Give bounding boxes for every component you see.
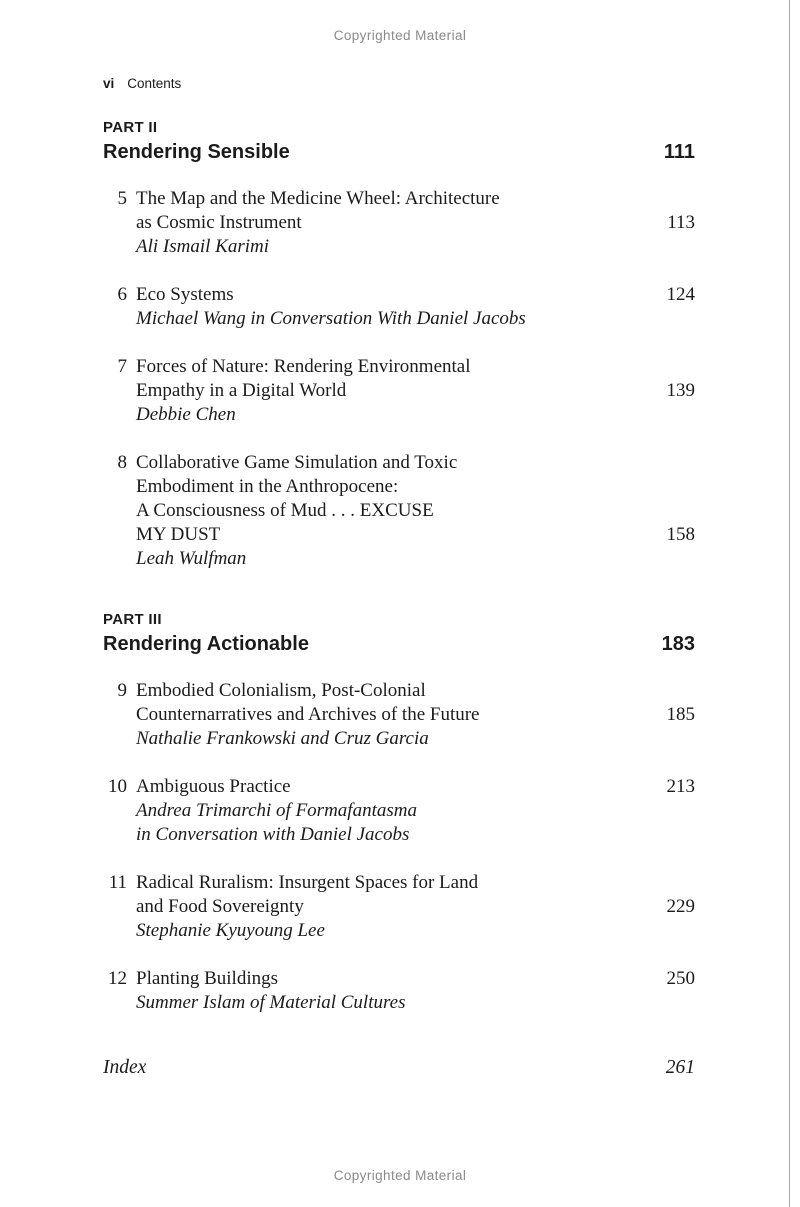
entry-author-line xyxy=(103,799,695,823)
entry-author-line xyxy=(103,547,695,571)
chapter-number: 11 xyxy=(108,872,127,893)
toc-entry-8 xyxy=(103,451,695,571)
chapter-page-number: 250 xyxy=(666,968,695,989)
part-title-row xyxy=(103,140,695,165)
entry-title-line xyxy=(103,211,695,235)
chapter-title: Eco Systems xyxy=(136,284,234,305)
entry-author-line xyxy=(103,991,695,1015)
entry-title-line xyxy=(103,475,695,499)
chapter-title: Ambiguous Practice xyxy=(136,776,291,797)
chapter-title: and Food Sovereignty xyxy=(136,896,304,917)
chapter-author: Debbie Chen xyxy=(136,404,236,425)
running-header-title: Contents xyxy=(127,76,182,91)
chapter-title: Embodiment in the Anthropocene: xyxy=(136,476,399,497)
part-title-row xyxy=(103,632,695,657)
index-label: Index xyxy=(103,1057,147,1078)
toc-entry-6 xyxy=(103,283,695,331)
chapter-title: Radical Ruralism: Insurgent Spaces for Land xyxy=(136,872,479,893)
chapter-author: Leah Wulfman xyxy=(136,548,247,569)
entry-author-line xyxy=(103,919,695,943)
chapter-page-number: 185 xyxy=(666,704,695,725)
entry-title-line xyxy=(103,523,695,547)
copyright-notice-top: Copyrighted Material xyxy=(333,28,467,43)
chapter-author: in Conversation with Daniel Jacobs xyxy=(136,824,410,845)
chapter-title: as Cosmic Instrument xyxy=(136,212,302,233)
chapter-page-number: 124 xyxy=(666,284,695,305)
chapter-page-number: 158 xyxy=(666,524,695,545)
entry-author-line xyxy=(103,307,695,331)
chapter-number: 8 xyxy=(117,452,127,473)
chapter-title: The Map and the Medicine Wheel: Architecture xyxy=(136,188,500,209)
entry-author-line xyxy=(103,235,695,259)
part-page-number: 111 xyxy=(663,141,695,163)
toc-entry-9 xyxy=(103,679,695,751)
chapter-author: Andrea Trimarchi of Formafantasma xyxy=(136,800,417,821)
toc-entry-11 xyxy=(103,871,695,943)
part-title: Rendering Actionable xyxy=(103,633,309,655)
chapter-author: Ali Ismail Karimi xyxy=(136,236,270,257)
chapter-page-number: 213 xyxy=(666,776,695,797)
chapter-author: Summer Islam of Material Cultures xyxy=(136,992,406,1013)
entry-title-line xyxy=(103,775,695,799)
chapter-number: 7 xyxy=(117,356,127,377)
chapter-number: 6 xyxy=(117,284,127,305)
part-label: PART II xyxy=(103,119,158,136)
index-page-number: 261 xyxy=(665,1057,695,1078)
chapter-number: 9 xyxy=(117,680,127,701)
part-page-number: 183 xyxy=(661,633,695,655)
entry-author-line xyxy=(103,823,695,847)
entry-title-line xyxy=(103,355,695,379)
part-label: PART III xyxy=(103,611,162,628)
chapter-title: Forces of Nature: Rendering Environmental xyxy=(136,356,471,377)
chapter-author: Michael Wang in Conversation With Daniel Jacobs xyxy=(136,308,526,329)
chapter-number: 5 xyxy=(117,188,127,209)
entry-title-line xyxy=(103,679,695,703)
chapter-title: Counternarratives and Archives of the Future xyxy=(136,704,480,725)
chapter-page-number: 229 xyxy=(666,896,695,917)
chapter-title: Planting Buildings xyxy=(136,968,278,989)
chapter-title: Empathy in a Digital World xyxy=(136,380,347,401)
part-title: Rendering Sensible xyxy=(103,141,290,163)
entry-author-line xyxy=(103,727,695,751)
chapter-title: Collaborative Game Simulation and Toxic xyxy=(136,452,458,473)
toc-entry-7 xyxy=(103,355,695,427)
toc-entry-10 xyxy=(103,775,695,847)
folio-page-number: vi xyxy=(103,76,115,91)
entry-title-line xyxy=(103,379,695,403)
chapter-author: Stephanie Kyuyoung Lee xyxy=(136,920,325,941)
entry-title-line xyxy=(103,871,695,895)
toc-entry-12 xyxy=(103,967,695,1015)
toc-entry-5 xyxy=(103,187,695,259)
chapter-author: Nathalie Frankowski and Cruz Garcia xyxy=(136,728,429,749)
toc-part-2 xyxy=(103,119,695,571)
running-header xyxy=(103,75,695,92)
chapter-number: 10 xyxy=(108,776,127,797)
entry-title-line xyxy=(103,499,695,523)
chapter-number: 12 xyxy=(108,968,127,989)
entry-title-line xyxy=(103,187,695,211)
chapter-title: A Consciousness of Mud . . . EXCUSE xyxy=(136,500,434,521)
entry-author-line xyxy=(103,403,695,427)
entry-title-line xyxy=(103,967,695,991)
toc-content xyxy=(103,0,695,1080)
entry-title-line xyxy=(103,283,695,307)
index-entry xyxy=(103,1055,695,1080)
chapter-page-number: 139 xyxy=(666,380,695,401)
entry-title-line xyxy=(103,451,695,475)
chapter-page-number: 113 xyxy=(667,212,695,233)
entry-title-line xyxy=(103,895,695,919)
chapter-title: MY DUST xyxy=(136,524,221,545)
toc-part-3 xyxy=(103,611,695,1015)
page-edge-line xyxy=(789,0,790,1207)
chapter-title: Embodied Colonialism, Post-Colonial xyxy=(136,680,426,701)
copyright-notice-bottom: Copyrighted Material xyxy=(333,1168,467,1183)
entry-title-line xyxy=(103,703,695,727)
